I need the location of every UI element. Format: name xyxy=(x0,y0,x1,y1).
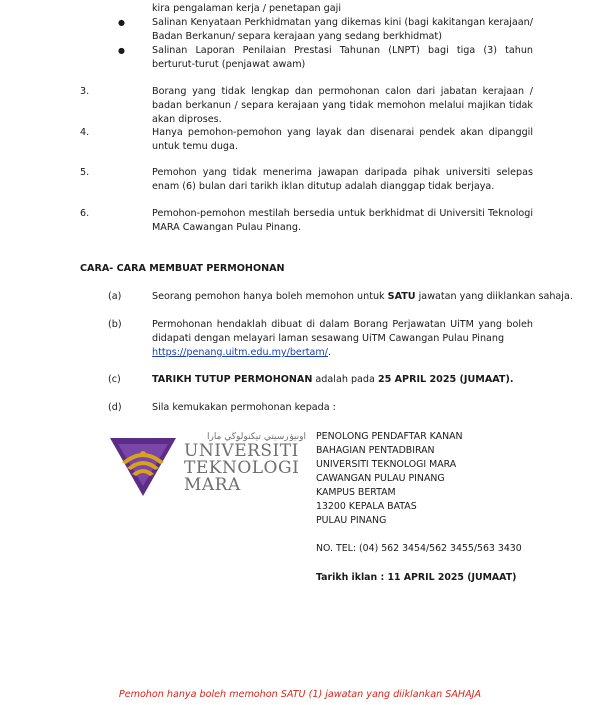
logo-line-mara: MARA xyxy=(184,475,241,495)
address-line: PENOLONG PENDAFTAR KANAN xyxy=(316,431,463,442)
application-link[interactable]: https://penang.uitm.edu.my/bertam/ xyxy=(152,347,328,358)
item-text: Pemohon yang tidak menerima jawapan daripada pihak universiti selepas enam (6) bulan dari tarikh iklan ditutup adalah dianggap tidak berjaya. xyxy=(152,167,533,192)
clause-b-link-line xyxy=(152,346,331,360)
clause-a-post: jawatan yang diiklankan sahaja. xyxy=(415,291,573,302)
clause-label: (c) xyxy=(108,374,121,385)
telephone: NO. TEL: (04) 562 3454/562 3455/563 3430 xyxy=(316,543,522,554)
clause-c-text xyxy=(152,373,514,387)
address-line: 13200 KEPALA BATAS xyxy=(316,501,417,512)
clause-b-dot: . xyxy=(328,347,332,358)
address-line: UNIVERSITI TEKNOLOGI MARA xyxy=(316,459,457,470)
clause-a-pre: Seorang pemohon hanya boleh memohon untuk xyxy=(152,291,388,302)
bullet-dot: ● xyxy=(118,18,125,27)
clause-label: (b) xyxy=(108,319,122,330)
clause-label: (a) xyxy=(108,291,122,302)
bullet-item-lnpt: Salinan Laporan Penilaian Prestasi Tahunan (LNPT) bagi tiga (3) tahun berturut-turut (penjawat awam) xyxy=(152,45,533,70)
item-text: Borang yang tidak lengkap dan permohonan calon dari jabatan kerajaan / badan berkanun / separa kerajaan yang tidak memohon melalui majikan tidak akan diproses. xyxy=(152,86,533,125)
logo-line-universiti: UNIVERSITI xyxy=(184,441,299,461)
address-line: CAWANGAN PULAU PINANG xyxy=(316,473,445,484)
address-line: PULAU PINANG xyxy=(316,515,387,526)
logo-line-teknologi: TEKNOLOGI xyxy=(184,458,300,478)
address-line: KAMPUS BERTAM xyxy=(316,487,396,498)
uitm-logo xyxy=(108,432,308,500)
item-text: Hanya pemohon-pemohon yang layak dan disenarai pendek akan dipanggil untuk temu duga. xyxy=(152,127,533,152)
item-text: Pemohon-pemohon mestilah bersedia untuk berkhidmat di Universiti Teknologi MARA Cawangan Pulau Pinang. xyxy=(152,208,533,233)
item-number: 6. xyxy=(80,208,90,219)
address-line: BAHAGIAN PENTADBIRAN xyxy=(316,445,435,456)
footer-note: Pemohon hanya boleh memohon SATU (1) jawatan yang diiklankan SAHAJA xyxy=(118,689,482,700)
item-number: 4. xyxy=(80,127,90,138)
clause-label: (d) xyxy=(108,402,122,413)
closing-date: 25 APRIL 2025 (JUMAAT). xyxy=(377,374,514,385)
continued-line: kira pengalaman kerja / penetapan gaji xyxy=(152,3,341,14)
item-number: 5. xyxy=(80,167,90,178)
closing-date-label: TARIKH TUTUP PERMOHONAN xyxy=(152,374,313,385)
clause-d-text: Sila kemukakan permohonan kepada : xyxy=(152,402,336,413)
clause-a-text xyxy=(152,290,573,304)
section-heading: CARA- CARA MEMBUAT PERMOHONAN xyxy=(80,263,285,274)
uitm-emblem-icon xyxy=(108,434,178,498)
item-number: 3. xyxy=(80,86,90,97)
clause-b-text: Permohonan hendaklah dibuat di dalam Borang Perjawatan UiTM yang boleh didapati dengan melayari laman sesawang UiTM Cawangan Pulau Pinang xyxy=(152,319,533,344)
advert-date: Tarikh iklan : 11 APRIL 2025 (JUMAAT) xyxy=(316,572,517,583)
bullet-dot: ● xyxy=(118,46,125,55)
clause-c-mid: adalah pada xyxy=(312,374,378,385)
bullet-item-kenyataan: Salinan Kenyataan Perkhidmatan yang dikemas kini (bagi kakitangan kerajaan/ Badan Berkanun/ separa kerajaan yang sedang berkhidmat) xyxy=(152,17,533,42)
logo-jawi-text: اونيۏرسيتي تيكنولوڬي مارا xyxy=(206,432,306,442)
clause-a-emphasis: SATU xyxy=(387,291,416,302)
